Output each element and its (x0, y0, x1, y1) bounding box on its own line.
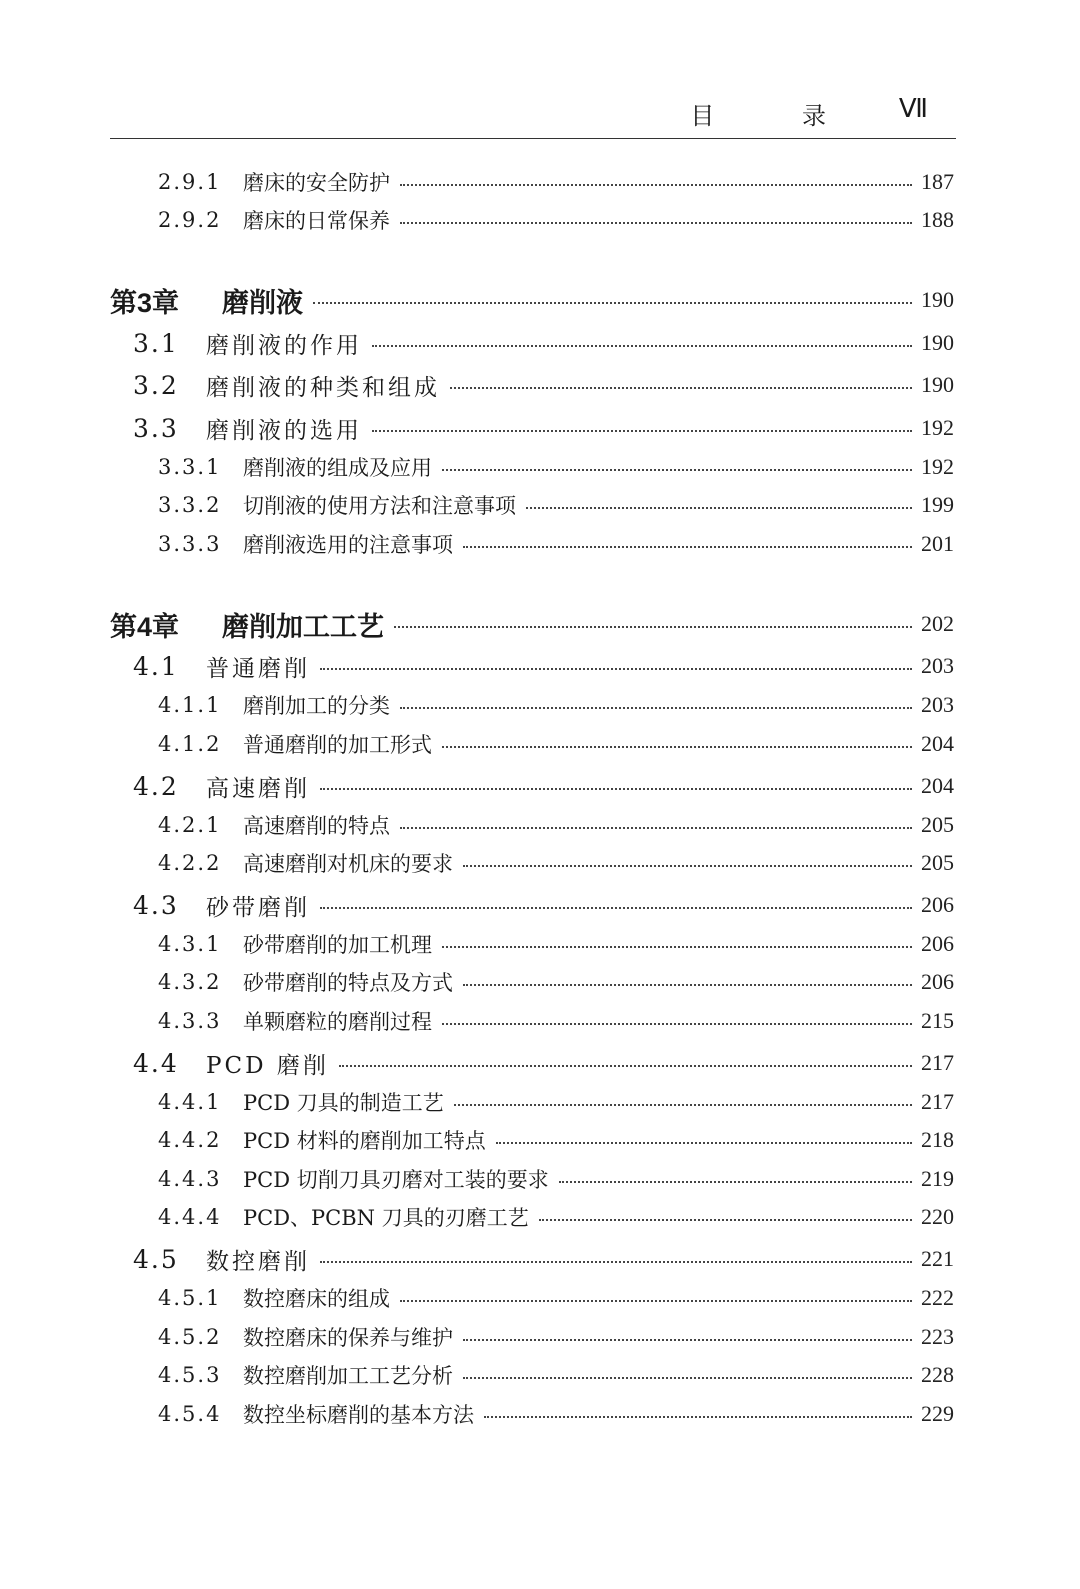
toc-subsection[interactable] (0, 1084, 1080, 1120)
dot-leader (463, 546, 912, 548)
toc-entry-number: 4.4.3 (158, 1167, 222, 1191)
toc-entry-page: 203 (921, 653, 954, 678)
toc-entry-title: 切削液的使用方法和注意事项 (243, 490, 522, 520)
toc-entry-title: PCD、PCBN 刀具的刃磨工艺 (243, 1202, 535, 1232)
toc-entry-title: 磨削液选用的注意事项 (243, 529, 459, 559)
toc-entry-number: 4.3 (133, 890, 179, 920)
toc-section[interactable] (0, 1241, 1080, 1277)
toc-subsection[interactable] (0, 1319, 1080, 1355)
toc-entry-number: 4.2 (133, 771, 179, 801)
toc-section[interactable] (0, 768, 1080, 804)
toc-entry-title: 砂带磨削的特点及方式 (243, 967, 459, 997)
dot-leader (442, 1023, 912, 1025)
toc-section[interactable] (0, 325, 1080, 361)
toc-entry-number: 4.5.3 (158, 1363, 222, 1387)
dot-leader (372, 430, 912, 432)
toc-entry-title: 高速磨削对机床的要求 (243, 848, 459, 878)
dot-leader (372, 345, 912, 347)
toc-entry-page: 199 (921, 492, 954, 517)
dot-leader (539, 1219, 912, 1221)
dot-leader (320, 668, 912, 670)
header-title: 目 录 (690, 102, 866, 130)
toc-subsection[interactable] (0, 807, 1080, 843)
toc-entry-number: 4.2.1 (158, 813, 222, 837)
toc-entry-title: PCD 刀具的制造工艺 (243, 1087, 450, 1117)
toc-entry-page: 205 (921, 850, 954, 875)
dot-leader (526, 507, 912, 509)
toc-chapter[interactable] (0, 606, 1080, 642)
toc-entry-title: PCD 切削刀具刃磨对工装的要求 (243, 1164, 555, 1194)
dot-leader (442, 469, 912, 471)
toc-entry-title: 磨削液的组成及应用 (243, 452, 438, 482)
toc-entry-page: 228 (921, 1362, 954, 1387)
toc-entry-number: 3.3.2 (158, 493, 222, 517)
toc-entry-page: 206 (921, 892, 954, 917)
toc-entry-title: PCD 磨削 (206, 1047, 335, 1080)
toc-entry-number: 3.2 (133, 370, 179, 400)
header-page-number: Ⅶ (898, 94, 928, 123)
toc-subsection[interactable] (0, 164, 1080, 200)
toc-subsection[interactable] (0, 726, 1080, 762)
toc-section[interactable] (0, 367, 1080, 403)
toc-entry-page: 188 (921, 207, 954, 232)
dot-leader (400, 1300, 912, 1302)
toc-entry-page: 192 (921, 454, 954, 479)
dot-leader (496, 1142, 912, 1144)
toc-entry-page: 222 (921, 1285, 954, 1310)
toc-entry-page: 205 (921, 812, 954, 837)
toc-subsection[interactable] (0, 487, 1080, 523)
toc-entry-title: 磨削液的作用 (206, 327, 368, 360)
toc-entry-title: 高速磨削的特点 (243, 810, 396, 840)
dot-leader (559, 1181, 912, 1183)
toc-entry-number: 3.3 (133, 413, 179, 443)
toc-entry-number: 4.4 (133, 1048, 179, 1078)
toc-section[interactable] (0, 1045, 1080, 1081)
toc-subsection[interactable] (0, 1280, 1080, 1316)
toc-subsection[interactable] (0, 1003, 1080, 1039)
dot-leader (320, 788, 912, 790)
toc-entry-page: 202 (921, 611, 954, 636)
toc-entry-page: 223 (921, 1324, 954, 1349)
toc-subsection[interactable] (0, 1122, 1080, 1158)
toc-entry-title: 数控坐标磨削的基本方法 (243, 1399, 480, 1429)
toc-entry-number: 4.1.1 (158, 693, 222, 717)
dot-leader (442, 946, 912, 948)
toc-subsection[interactable] (0, 449, 1080, 485)
toc-subsection[interactable] (0, 202, 1080, 238)
toc-entry-title: 磨削液的选用 (206, 412, 368, 445)
toc-entry-number: 4.5.4 (158, 1402, 222, 1426)
toc-entry-title: 磨床的安全防护 (243, 167, 396, 197)
dot-leader (484, 1416, 912, 1418)
toc-entry-page: 190 (921, 330, 954, 355)
toc-entry-page: 206 (921, 969, 954, 994)
toc-entry-page: 221 (921, 1246, 954, 1271)
toc-entry-title: 磨削加工工艺 (222, 605, 390, 644)
toc-section[interactable] (0, 887, 1080, 923)
toc-subsection[interactable] (0, 526, 1080, 562)
toc-entry-page: 190 (921, 372, 954, 397)
toc-entry-title: 磨削液 (222, 281, 309, 320)
toc-entry-number: 2.9.1 (158, 170, 222, 194)
toc-entry-title: 砂带磨削的加工机理 (243, 929, 438, 959)
toc-entry-page: 192 (921, 415, 954, 440)
dot-leader (400, 222, 912, 224)
toc-subsection[interactable] (0, 687, 1080, 723)
toc-entry-title: 单颗磨粒的磨削过程 (243, 1006, 438, 1036)
dot-leader (463, 1339, 912, 1341)
toc-entry-page: 219 (921, 1166, 954, 1191)
toc-entry-title: 数控磨床的保养与维护 (243, 1322, 459, 1352)
dot-leader (339, 1065, 912, 1067)
dot-leader (313, 302, 912, 304)
dot-leader (463, 984, 912, 986)
toc-section[interactable] (0, 648, 1080, 684)
toc-entry-title: 磨削加工的分类 (243, 690, 396, 720)
dot-leader (320, 907, 912, 909)
dot-leader (400, 827, 912, 829)
toc-entry-number: 4.2.2 (158, 851, 222, 875)
page-header (110, 92, 956, 139)
toc-subsection[interactable] (0, 1357, 1080, 1393)
toc-chapter[interactable] (0, 282, 1080, 318)
toc-subsection[interactable] (0, 845, 1080, 881)
toc-subsection[interactable] (0, 1161, 1080, 1197)
toc-entry-number: 4.5.2 (158, 1325, 222, 1349)
dot-leader (400, 184, 912, 186)
toc-entry-title: PCD 材料的磨削加工特点 (243, 1125, 492, 1155)
toc-entry-number: 3.1 (133, 328, 179, 358)
dot-leader (454, 1104, 912, 1106)
toc-entry-page: 204 (921, 773, 954, 798)
dot-leader (394, 626, 912, 628)
toc-entry-number: 2.9.2 (158, 208, 222, 232)
toc-subsection[interactable] (0, 1396, 1080, 1432)
toc-entry-page: 229 (921, 1401, 954, 1426)
dot-leader (400, 707, 912, 709)
dot-leader (442, 746, 912, 748)
toc-entry-number: 4.1 (133, 651, 179, 681)
toc-entry-title: 磨削液的种类和组成 (206, 369, 446, 402)
toc-entry-page: 220 (921, 1204, 954, 1229)
toc-entry-number: 3.3.1 (158, 455, 222, 479)
toc-entry-page: 203 (921, 692, 954, 717)
toc-entry-page: 190 (921, 287, 954, 312)
toc-entry-title: 数控磨削加工工艺分析 (243, 1360, 459, 1390)
toc-subsection[interactable] (0, 926, 1080, 962)
toc-entry-number: 4.4.2 (158, 1128, 222, 1152)
toc-entry-title: 高速磨削 (206, 770, 316, 803)
toc-entry-number: 4.3.2 (158, 970, 222, 994)
toc-entry-number: 4.4.4 (158, 1205, 222, 1229)
toc-entry-title: 磨床的日常保养 (243, 205, 396, 235)
toc-entry-number: 3.3.3 (158, 532, 222, 556)
dot-leader (450, 387, 912, 389)
toc-entry-number: 第4章 (110, 611, 180, 642)
toc-entry-page: 215 (921, 1008, 954, 1033)
toc-entry-number: 4.3.1 (158, 932, 222, 956)
toc-entry-page: 206 (921, 931, 954, 956)
toc-entry-page: 204 (921, 731, 954, 756)
toc-entry-number: 4.5 (133, 1244, 179, 1274)
toc-entry-number: 4.5.1 (158, 1286, 222, 1310)
toc-section[interactable] (0, 410, 1080, 446)
toc-entry-page: 217 (921, 1089, 954, 1114)
toc-entry-page: 218 (921, 1127, 954, 1152)
toc-entry-number: 第3章 (110, 287, 180, 318)
toc-entry-title: 数控磨床的组成 (243, 1283, 396, 1313)
dot-leader (463, 865, 912, 867)
toc-entry-number: 4.3.3 (158, 1009, 222, 1033)
toc-entry-page: 201 (921, 531, 954, 556)
dot-leader (320, 1261, 912, 1263)
toc-entry-title: 普通磨削 (206, 650, 316, 683)
toc-entry-title: 砂带磨削 (206, 889, 316, 922)
toc-subsection[interactable] (0, 964, 1080, 1000)
toc-entry-page: 217 (921, 1050, 954, 1075)
toc-entry-number: 4.4.1 (158, 1090, 222, 1114)
dot-leader (463, 1377, 912, 1379)
toc-entry-title: 数控磨削 (206, 1243, 316, 1276)
toc-entry-number: 4.1.2 (158, 732, 222, 756)
toc-entry-page: 187 (921, 169, 954, 194)
toc-subsection[interactable] (0, 1199, 1080, 1235)
toc-entry-title: 普通磨削的加工形式 (243, 729, 438, 759)
